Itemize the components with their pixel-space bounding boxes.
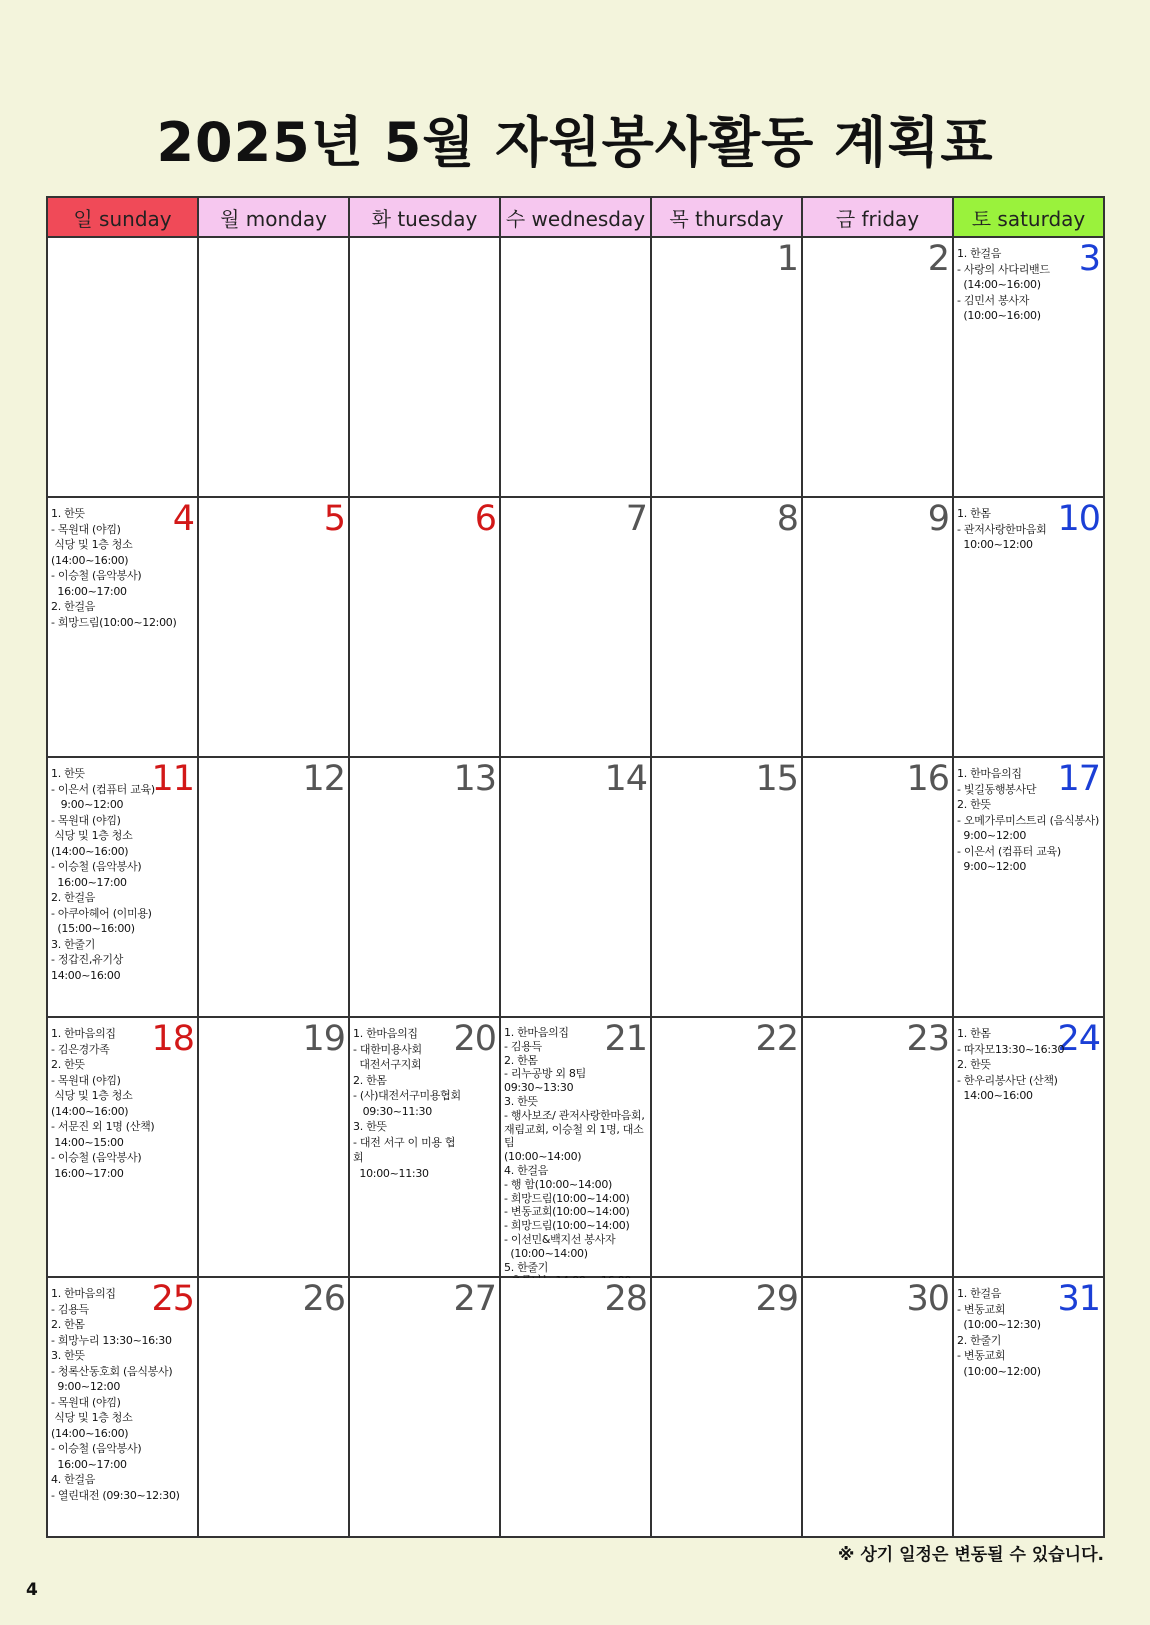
day-cell [500,237,651,497]
day-cell [349,1017,500,1277]
day-cell [953,237,1104,497]
day-cell [953,1017,1104,1277]
day-cell [198,757,349,1017]
day-cell [47,237,198,497]
day-cell [349,757,500,1017]
day-cell [198,237,349,497]
day-number: 22 [755,1019,798,1059]
day-number: 21 [604,1019,647,1059]
day-events: 1. 한뜻 - 이은서 (컴퓨터 교육) 9:00~12:00 - 목원대 (야낌) 식당 및 1층 청소(14:00~16:00) - 이승철 (음악봉사) 16:00~17:00 2. 한걸음 - 아쿠아헤어 (이미용) (15:00~16:00) 3. 한줄기 - 정갑진,유기상 14:00~16:00 [51,767,155,982]
day-cell [349,1277,500,1537]
day-number: 18 [151,1019,194,1059]
day-events: 1. 한마음의집 - 대한미용사회 대전서구지회 2. 한몸 - (사)대전서구미용협회 09:30~11:30 3. 한뜻 - 대전 서구 이 미용 협회 10:00~11:30 [353,1027,461,1180]
day-number: 26 [302,1279,345,1319]
day-number: 14 [604,759,647,799]
day-number: 20 [453,1019,496,1059]
day-cell [349,497,500,757]
day-number: 2 [927,239,949,279]
week-row [47,1017,1104,1277]
page-title: 2025년 5월 자원봉사활동 계획표 [156,111,994,174]
day-cell [802,237,953,497]
day-cell [500,1277,651,1537]
day-number: 29 [755,1279,798,1319]
day-number: 16 [906,759,949,799]
day-events: 1. 한마음의집 - 빛길동행봉사단 2. 한뜻 - 오메가루미스트리 (음식봉사) 9:00~12:00 - 이은서 (컴퓨터 교육) 9:00~12:00 [957,767,1099,873]
day-cell [198,497,349,757]
day-cell [802,1277,953,1537]
day-cell [651,1017,802,1277]
day-number: 8 [776,499,798,539]
day-number: 15 [755,759,798,799]
day-events: 1. 한몸 - 따자모13:30~16:30 2. 한뜻 - 한우리봉사단 (산책) 14:00~16:00 [957,1027,1065,1102]
day-events: 1. 한마음의집 - 김은경가족 2. 한뜻 - 목원대 (야낌) 식당 및 1층 청소(14:00~16:00) - 서문진 외 1명 (산책) 14:00~15:00 - 이승철 (음악봉사) 16:00~17:00 [51,1027,155,1180]
week-row [47,237,1104,497]
weekday-header-saturday: 토 saturday [953,197,1104,237]
week-row [47,757,1104,1017]
day-events: 1. 한몸 - 관저사랑한마음회 10:00~12:00 [957,507,1047,551]
weekday-header-monday: 월 monday [198,197,349,237]
weekday-header-wednesday: 수 wednesday [500,197,651,237]
day-number: 5 [323,499,345,539]
day-cell [802,1017,953,1277]
day-events: 1. 한걸음 - 변동교회 (10:00~12:30) 2. 한줄기 - 변동교회 (10:00~12:00) [957,1287,1041,1378]
day-cell [47,1017,198,1277]
day-cell [47,1277,198,1537]
day-number: 30 [906,1279,949,1319]
day-number: 23 [906,1019,949,1059]
day-number: 6 [474,499,496,539]
day-cell [198,1277,349,1537]
weekday-header-sunday: 일 sunday [47,197,198,237]
weekday-header-thursday: 목 thursday [651,197,802,237]
weekday-header-tuesday: 화 tuesday [349,197,500,237]
day-number: 12 [302,759,345,799]
day-cell [953,497,1104,757]
day-cell [651,497,802,757]
day-cell [47,497,198,757]
day-number: 3 [1078,239,1100,279]
day-events: 1. 한마음의집 - 김용득 2. 한몸 - 희망누리 13:30~16:30 3. 한뜻 - 청록산동호회 (음식봉사) 9:00~12:00 - 목원대 (야낌) 식당 및 1층 청소(14:00~16:00) - 이승철 (음악봉사) 16:00~17:00 4. 한걸음 - 열린대전 (09:30~12:30) [51,1287,180,1502]
day-cell [953,757,1104,1017]
day-number: 31 [1057,1279,1100,1319]
day-cell [500,757,651,1017]
day-cell [47,757,198,1017]
day-number: 4 [172,499,194,539]
day-cell [651,757,802,1017]
day-number: 25 [151,1279,194,1319]
day-cell [349,237,500,497]
footnote: ※ 상기 일정은 변동될 수 있습니다. [837,1545,1104,1565]
day-number: 27 [453,1279,496,1319]
day-events: 1. 한마음의집 - 김용득 2. 한몸 - 리누공방 외 8팀 09:30~13:30 3. 한뜻 - 행사보조/ 관저사랑한마음회, 재림교회, 이승철 외 1명, 대소팀 (10:00~14:00) 4. 한걸음 - 행 함(10:00~14:00) - 희망드림(10:00~14:00) - 변동교회(10:00~14:00) - 희망드림(10:00~14:00) - 이선민&백지선 봉사자 (10:00~14:00) 5. 한줄기 [504,1026,645,1274]
week-row [47,497,1104,757]
day-cell [651,1277,802,1537]
calendar-body [47,237,1104,1537]
day-number: 17 [1057,759,1100,799]
weekday-header-row [47,197,1104,237]
day-events: 1. 한걸음 - 사랑의 사다리밴드 (14:00~16:00) - 김민서 봉사자 (10:00~16:00) [957,247,1050,322]
weekday-header-friday: 금 friday [802,197,953,237]
day-number: 28 [604,1279,647,1319]
day-number: 11 [151,759,194,799]
day-number: 10 [1057,499,1100,539]
day-number: 13 [453,759,496,799]
day-number: 9 [927,499,949,539]
day-cell [953,1277,1104,1537]
calendar-table [46,196,1105,1538]
day-number: 7 [625,499,647,539]
day-number: 24 [1057,1019,1100,1059]
day-cell [651,237,802,497]
day-cell [198,1017,349,1277]
day-number: 1 [776,239,798,279]
day-number: 19 [302,1019,345,1059]
day-events: 1. 한뜻 - 목원대 (야낌) 식당 및 1층 청소(14:00~16:00) - 이승철 (음악봉사) 16:00~17:00 2. 한걸음 - 희망드림(10:00~12:00) [51,507,177,629]
day-cell [500,497,651,757]
week-row [47,1277,1104,1537]
day-cell [500,1017,651,1277]
day-cell [802,497,953,757]
page-number: 4 [26,1580,38,1600]
day-cell [802,757,953,1017]
